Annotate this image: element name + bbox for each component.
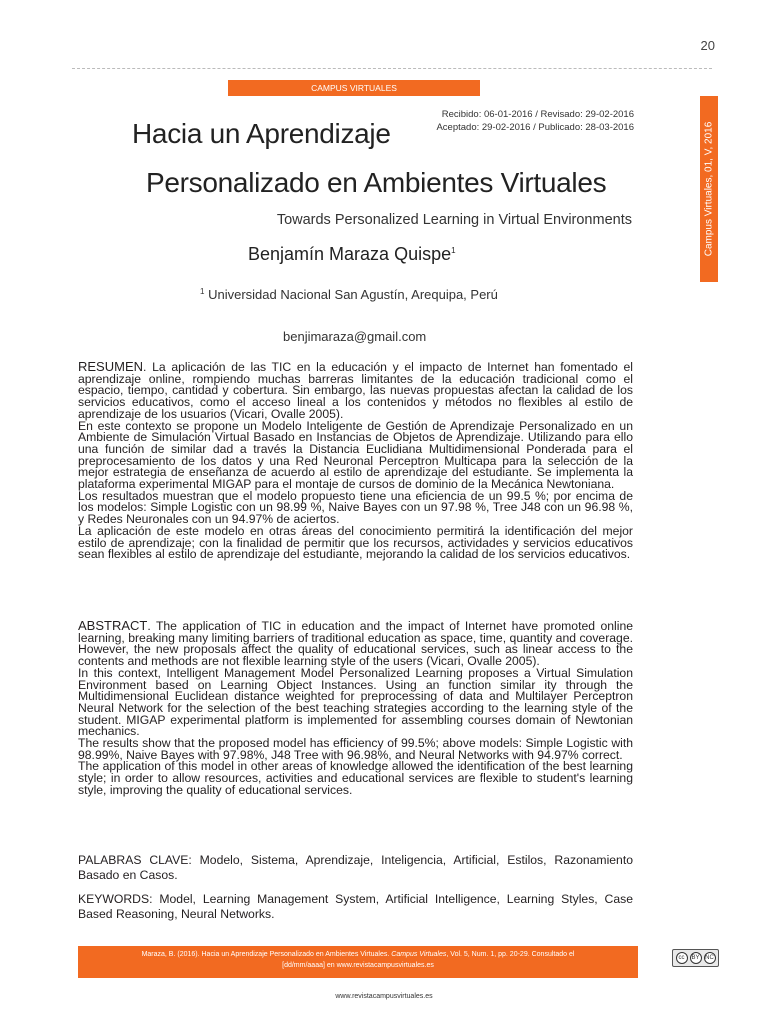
footer-url[interactable]: www.revistacampusvirtuales.es [335, 993, 433, 1000]
citation-line-1 [78, 949, 638, 960]
abstract-paragraph-3: The results show that the proposed model has efficiency of 99.5%; above models: Simple Logistic with 98.99%, Naive Bayes with 97.98%, J48 Tree with 96.98%, and Neural Networks with 94.97% correct. [78, 736, 633, 762]
cc-icon: cc [676, 952, 688, 964]
palabras-clave-lead: PALABRAS CLAVE [78, 853, 189, 867]
citation-journal: Campus Virtuales [391, 951, 447, 958]
header-rule [72, 68, 712, 69]
citation-line-2: [dd/mm/aaaa] en www.revistacampusvirtuales.es [282, 962, 434, 969]
abstract-section [78, 620, 633, 797]
resumen-section [78, 361, 633, 561]
side-tab [700, 96, 718, 282]
author-email: benjimaraza@gmail.com [283, 329, 427, 344]
abstract-text-1: . The application of TIC in education and the impact of Internet have promoted online learning, breaking many limiting barriers of traditional education as space, time, quantity and coverage. However, the new proposals affect the quality of educational services, such as linear access to the contents and methods are not flexible learning style of the users (Vicari, Ovalle 2005). [78, 619, 633, 669]
affiliation-sup: 1 [200, 287, 205, 296]
abstract-lead: ABSTRACT [78, 618, 148, 633]
side-tab-text: Campus Virtuales, 01, V, 2016 [703, 121, 715, 257]
resumen-lead: RESUMEN [78, 359, 144, 374]
palabras-clave [78, 853, 633, 883]
abstract-paragraph-1 [78, 620, 633, 668]
nc-icon: NC [704, 952, 716, 964]
english-title: Towards Personalized Learning in Virtual Environments [276, 212, 632, 228]
keywords-text: : Model, Learning Management System, Artificial Intelligence, Learning Styles, Case Based Reasoning, Neural Networks. [78, 892, 633, 921]
cc-license-icon[interactable] [672, 949, 719, 967]
resumen-paragraph-3: Los resultados muestran que el modelo propuesto tiene una eficiencia de un 99.5 %; por encima de los modelos: Simple Logistic con un 98.99 %, Naive Bayes con un 97.98 %, Tree J48 con un 96.98 %, y Redes Neuronales con un 94.97% de aciertos. [78, 488, 633, 527]
page-number: 20 [700, 38, 715, 53]
citation-authors: Maraza, B. (2016). Hacia un Aprendizaje Personalizado en Ambientes Virtuales. [141, 951, 392, 958]
affiliation [200, 287, 498, 302]
affiliation-text: Universidad Nacional San Agustín, Arequipa, Perú [208, 287, 498, 302]
author [248, 244, 456, 265]
citation-volume: , Vol. 5, Num. 1, pp. 20-29. Consultado el [446, 951, 575, 958]
received-dates: Recibido: 06-01-2016 / Revisado: 29-02-2016 [441, 109, 634, 120]
author-name: Benjamín Maraza Quispe [248, 244, 452, 264]
palabras-clave-text: : Modelo, Sistema, Aprendizaje, Inteligencia, Artificial, Estilos, Razonamiento Basado en Casos. [78, 853, 633, 882]
abstract-paragraph-2: In this context, Intelligent Management Model Personalized Learning proposes a Virtual Simulation Environment based on Learning Object Instances. Using an function similar ity through the Multidimensional Euclidean distance weighted for preprocessing of data and Multilayer Perceptron Neural Network for the selection of the best teaching strategies according to the learning style of the student. MIGAP experimental platform is implemented for assembling courses domain of Newtonian mechanics. [78, 665, 633, 739]
keywords-lead: KEYWORDS [78, 892, 150, 906]
resumen-paragraph-1 [78, 361, 633, 421]
citation-box [78, 946, 638, 978]
by-icon: BY [690, 952, 702, 964]
keywords [78, 892, 633, 922]
resumen-paragraph-4: La aplicación de este modelo en otras áreas del conocimiento permitirá la identificación del mejor estilo de aprendizaje; con la finalidad de permitir que los recursos, actividades y servicios educativos sean flexibles al estilo de aprendizaje del estudiante, mejorando la calidad de los servicios educativos. [78, 523, 633, 562]
accepted-dates: Aceptado: 29-02-2016 / Publicado: 28-03-2016 [436, 122, 634, 133]
abstract-paragraph-4: The application of this model in other areas of knowledge allowed the identification of the best learning style; in order to allow resources, activities and educational services are flexible to student's learning style, improving the quality of educational services. [78, 759, 633, 797]
resumen-paragraph-2: En este contexto se propone un Modelo Inteligente de Gestión de Aprendizaje Personalizado en un Ambiente de Simulación Virtual Basado en Instancias de Objetos de Aprendizaje. Utilizando para ello una función de similar dad a través la Distancia Euclidiana Multidimensional Ponderada para el preprocesamiento de los datos y una Red Neuronal Perceptron Multicapa para la selección de la mejor estrategia de enseñanza de acuerdo al estilo de aprendizaje del estudiante. Se implementa la plataforma experimental MIGAP para el montaje de cursos de dominio de la Mecánica Newtoniana. [78, 418, 633, 492]
journal-banner: CAMPUS VIRTUALES [228, 80, 480, 96]
title-line-2: Personalizado en Ambientes Virtuales [146, 167, 607, 198]
author-sup: 1 [451, 246, 456, 255]
title-line-1: Hacia un Aprendizaje [132, 118, 391, 149]
resumen-text-1: . La aplicación de las TIC en la educación y el impacto de Internet han fomentado el aprendizaje online, rompiendo muchas barreras limitantes de la educación tradicional como el espacio, tiempo, cantidad y cobertura. Sin embargo, las nuevas propuestas afectan la calidad de los servicios educativos, como el acceso lineal a los contenidos y métodos no flexibles al estilo de aprendizaje de los usuarios (Vicari, Ovalle 2005). [78, 360, 633, 421]
